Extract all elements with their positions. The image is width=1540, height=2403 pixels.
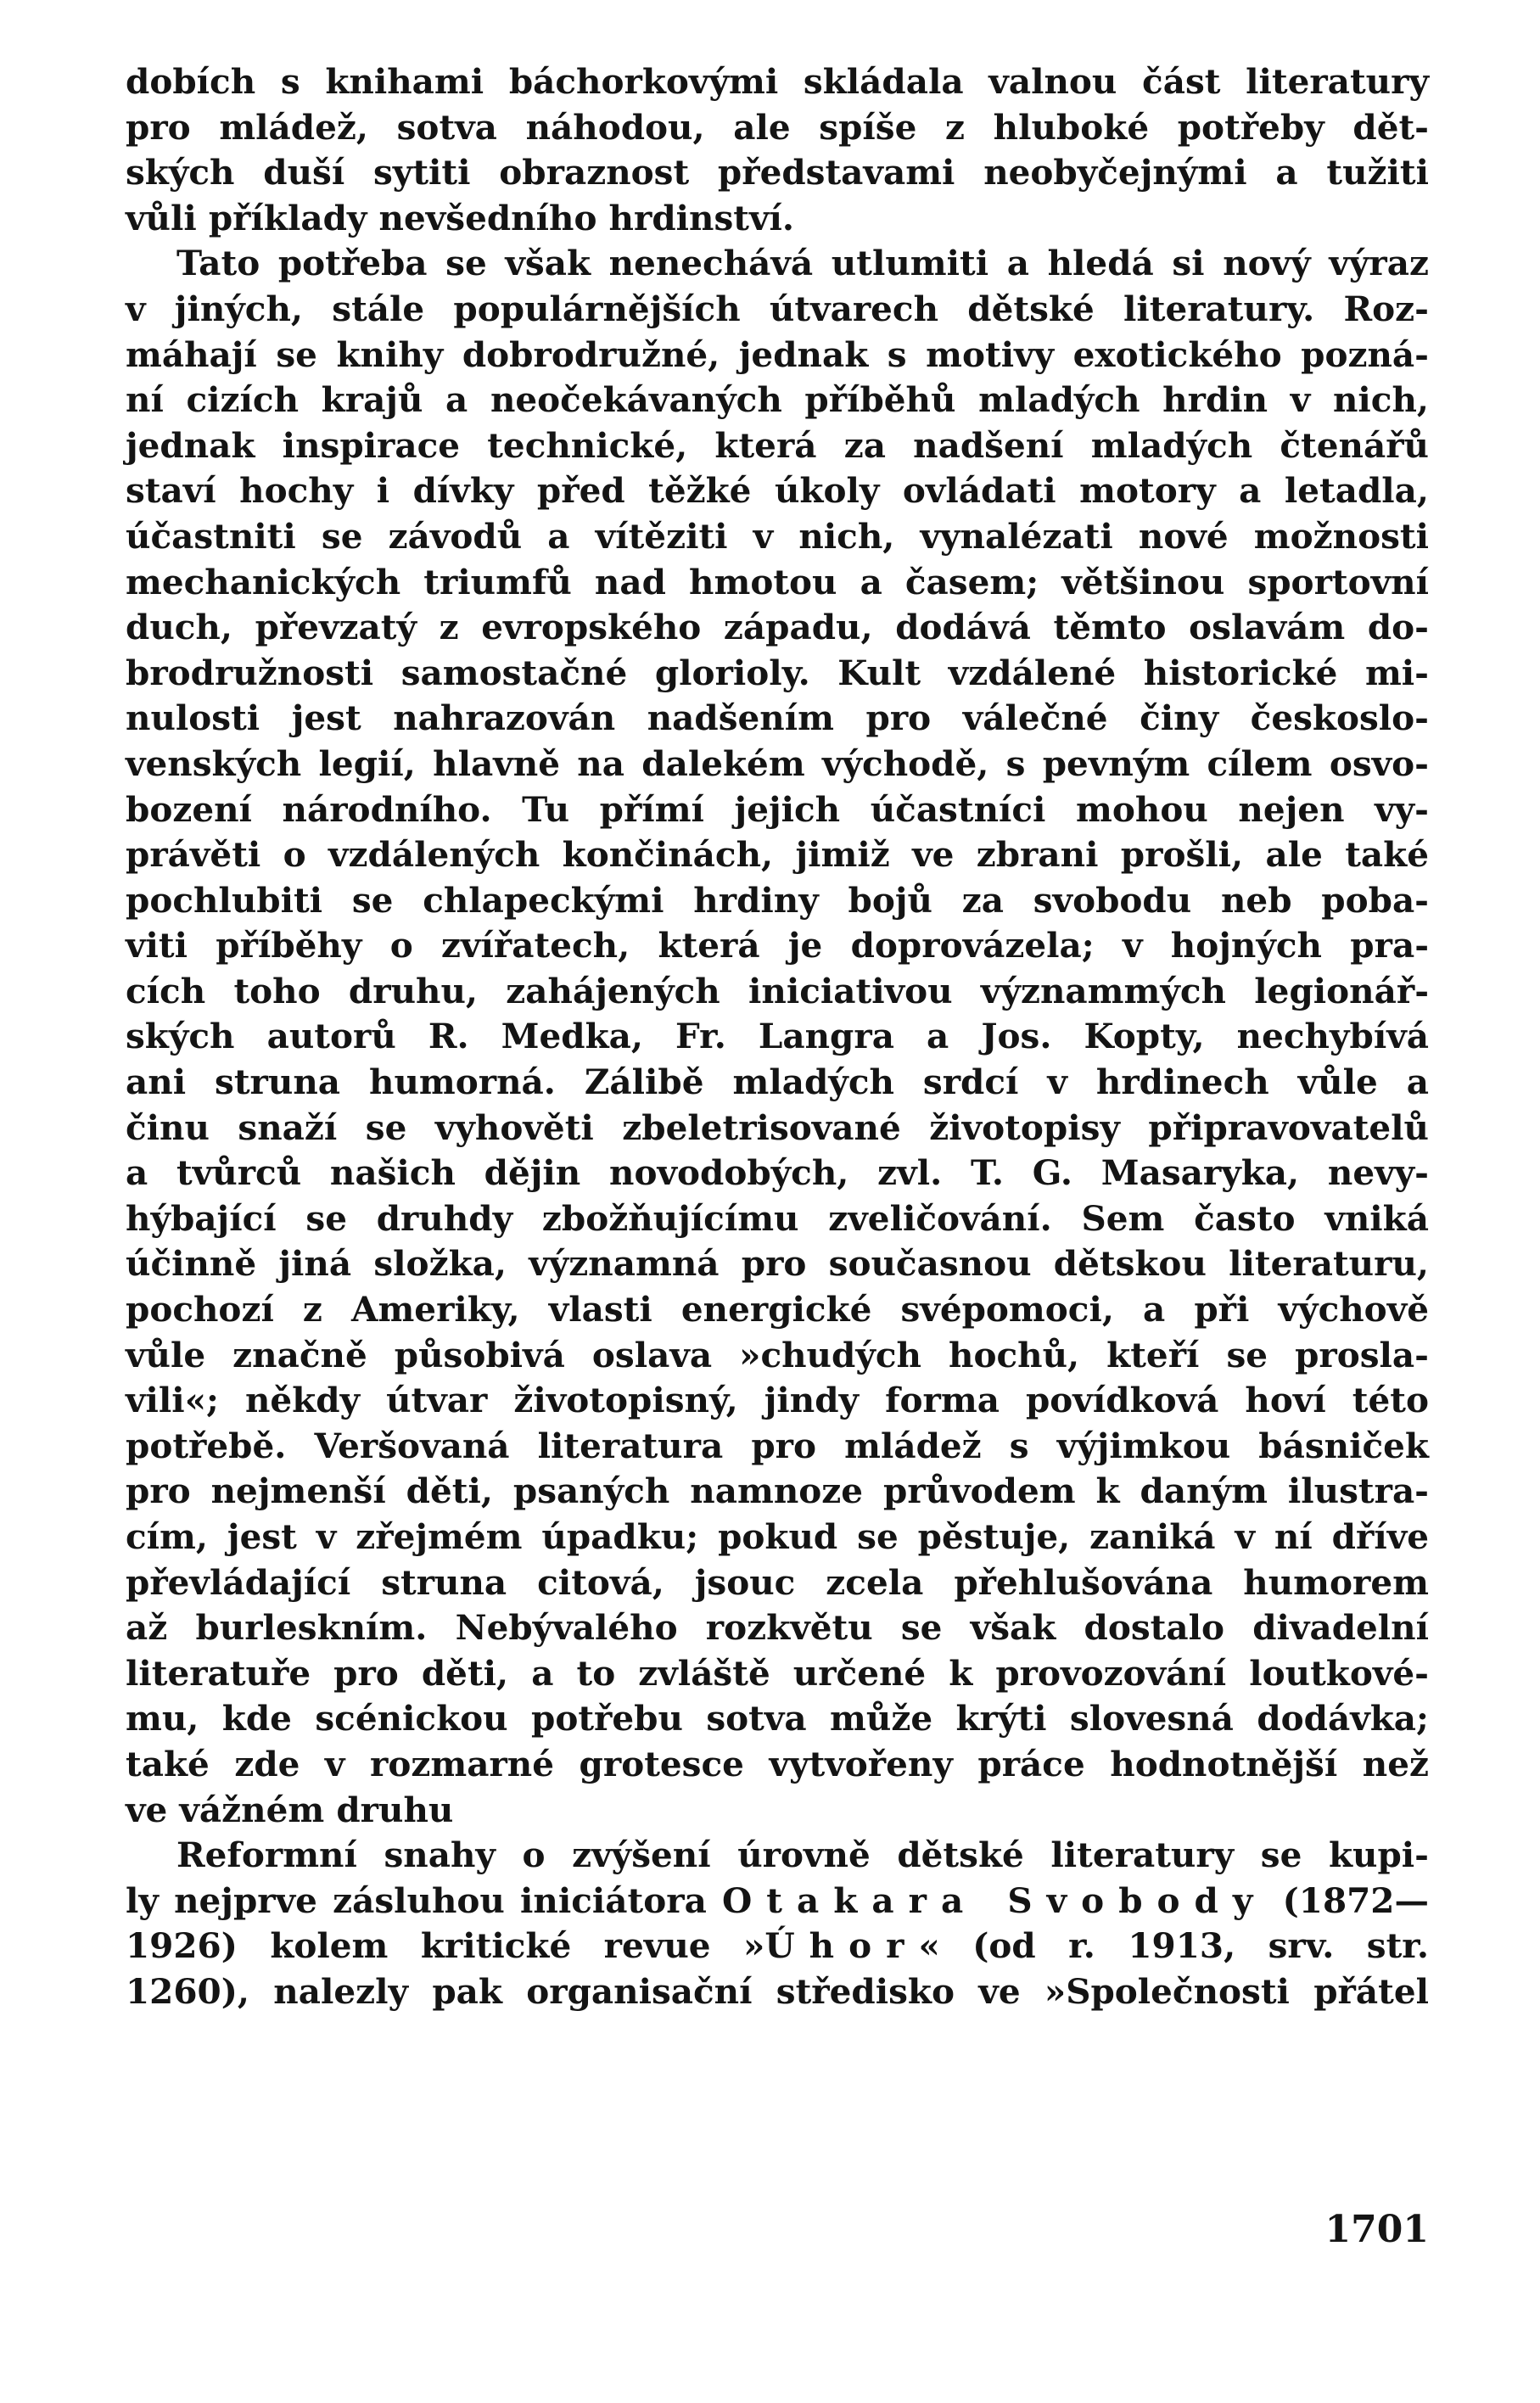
person-name: Otakara Svobody bbox=[722, 1879, 1268, 1921]
text-fragment: « (od r. 1913, srv. str. bbox=[918, 1925, 1430, 1967]
text-line: Reformní snahy o zvýšení úrovně dětské literatury se kupi- bbox=[176, 1834, 1429, 1876]
text-line: také zde v rozmarné grotesce vytvořeny práce hodnotnější než bbox=[126, 1743, 1429, 1784]
text-line: ani struna humorná. Zálibě mladých srdcí v hrdinech vůle a bbox=[126, 1061, 1429, 1103]
text-line: ských autorů R. Medka, Fr. Langra a Jos. Kopty, nechybívá bbox=[126, 1016, 1429, 1057]
text-line: viti příběhy o zvířatech, která je doprovázela; v hojných pra- bbox=[126, 925, 1429, 966]
page-number: 1701 bbox=[1324, 2208, 1429, 2251]
text-fragment: ly nejprve zásluhou iniciátora bbox=[126, 1879, 707, 1921]
text-line: duch, převzatý z evropského západu, dodává těmto oslavám do- bbox=[126, 607, 1429, 648]
text-line bbox=[126, 1924, 1429, 1969]
text-line: potřebě. Veršovaná literatura pro mládež s výjimkou básniček bbox=[126, 1425, 1429, 1466]
text-line: pro nejmenší děti, psaných namnoze průvodem k daným ilustra- bbox=[126, 1470, 1429, 1512]
body-text bbox=[126, 59, 1429, 2015]
text-line: převládající struna citová, jsouc zcela přehlušována humorem bbox=[126, 1561, 1429, 1603]
text-line: v jiných, stále populárnějších útvarech dětské literatury. Roz- bbox=[126, 288, 1429, 329]
text-line: ve vážném druhu bbox=[126, 1789, 454, 1830]
text-line: venských legií, hlavně na dalekém východě, s pevným cílem osvo- bbox=[126, 742, 1429, 784]
text-line: ských duší sytiti obraznost představami neobyčejnými a tužiti bbox=[126, 152, 1429, 193]
text-line: mechanických triumfů nad hmotou a časem; většinou sportovní bbox=[126, 561, 1429, 602]
text-line: dobích s knihami báchorkovými skládala valnou část literatury bbox=[126, 61, 1429, 102]
text-line: účinně jiná složka, významná pro současnou dětskou literaturu, bbox=[126, 1243, 1429, 1285]
text-line: brodružnosti samostačné glorioly. Kult vzdálené historické mi- bbox=[126, 652, 1429, 693]
text-line: až burleskním. Nebývalého rozkvětu se však dostalo divadelní bbox=[126, 1607, 1429, 1649]
text-line: 1260), nalezly pak organisační středisko ve »Společnosti přátel bbox=[126, 1970, 1429, 2012]
text-line: staví hochy i dívky před těžké úkoly ovládati motory a letadla, bbox=[126, 470, 1429, 512]
text-fragment: (1872— bbox=[1282, 1879, 1429, 1921]
text-line: cím, jest v zřejmém úpadku; pokud se pěstuje, zaniká v ní dříve bbox=[126, 1516, 1429, 1557]
text-line: cích toho druhu, zahájených iniciativou význammých legionář- bbox=[126, 970, 1429, 1011]
text-line bbox=[126, 1879, 1429, 1924]
text-line: nulosti jest nahrazován nadšením pro válečné činy českoslo- bbox=[126, 697, 1429, 739]
text-line: pro mládež, sotva náhodou, ale spíše z hluboké potřeby dět- bbox=[126, 106, 1429, 148]
text-line: činu snaží se vyhověti zbeletrisované životopisy připravovatelů bbox=[126, 1106, 1429, 1148]
text-line: vůli příklady nevšedního hrdinství. bbox=[126, 197, 795, 238]
text-line: vili«; někdy útvar životopisný, jindy forma povídková hoví této bbox=[126, 1380, 1429, 1421]
text-line: ní cizích krajů a neočekávaných příběhů mladých hrdin v nich, bbox=[126, 379, 1429, 421]
text-line: mu, kde scénickou potřebu sotva může krýti slovesná dodávka; bbox=[126, 1698, 1429, 1739]
text-line: jednak inspirace technické, která za nadšení mladých čtenářů bbox=[126, 424, 1429, 466]
text-line: literatuře pro děti, a to zvláště určené k provozování loutkové- bbox=[126, 1652, 1429, 1694]
text-line: právěti o vzdálených končinách, jimiž ve zbrani prošli, ale také bbox=[126, 834, 1429, 876]
text-line: bození národního. Tu přímí jejich účastníci mohou nejen vy- bbox=[126, 788, 1429, 830]
text-line: pochozí z Ameriky, vlasti energické svépomoci, a při výchově bbox=[126, 1289, 1429, 1330]
text-line: účastniti se závodů a vítěziti v nich, vynalézati nové možnosti bbox=[126, 515, 1429, 557]
text-line: a tvůrců našich dějin novodobých, zvl. T. G. Masaryka, nevy- bbox=[126, 1152, 1429, 1194]
text-fragment: 1926) kolem kritické revue » bbox=[126, 1925, 765, 1967]
text-line: máhají se knihy dobrodružné, jednak s motivy exotického pozná- bbox=[126, 333, 1429, 375]
text-line: vůle značně působivá oslava »chudých hochů, kteří se prosla- bbox=[126, 1334, 1429, 1375]
text-line: Tato potřeba se však nenechává utlumiti a hledá si nový výraz bbox=[176, 243, 1429, 284]
text-line: pochlubiti se chlapeckými hrdiny bojů za svobodu neb poba- bbox=[126, 879, 1429, 921]
text-line: hýbající se druhdy zbožňujícímu zveličování. Sem často vniká bbox=[126, 1197, 1429, 1239]
journal-title: Úhor bbox=[764, 1925, 919, 1967]
